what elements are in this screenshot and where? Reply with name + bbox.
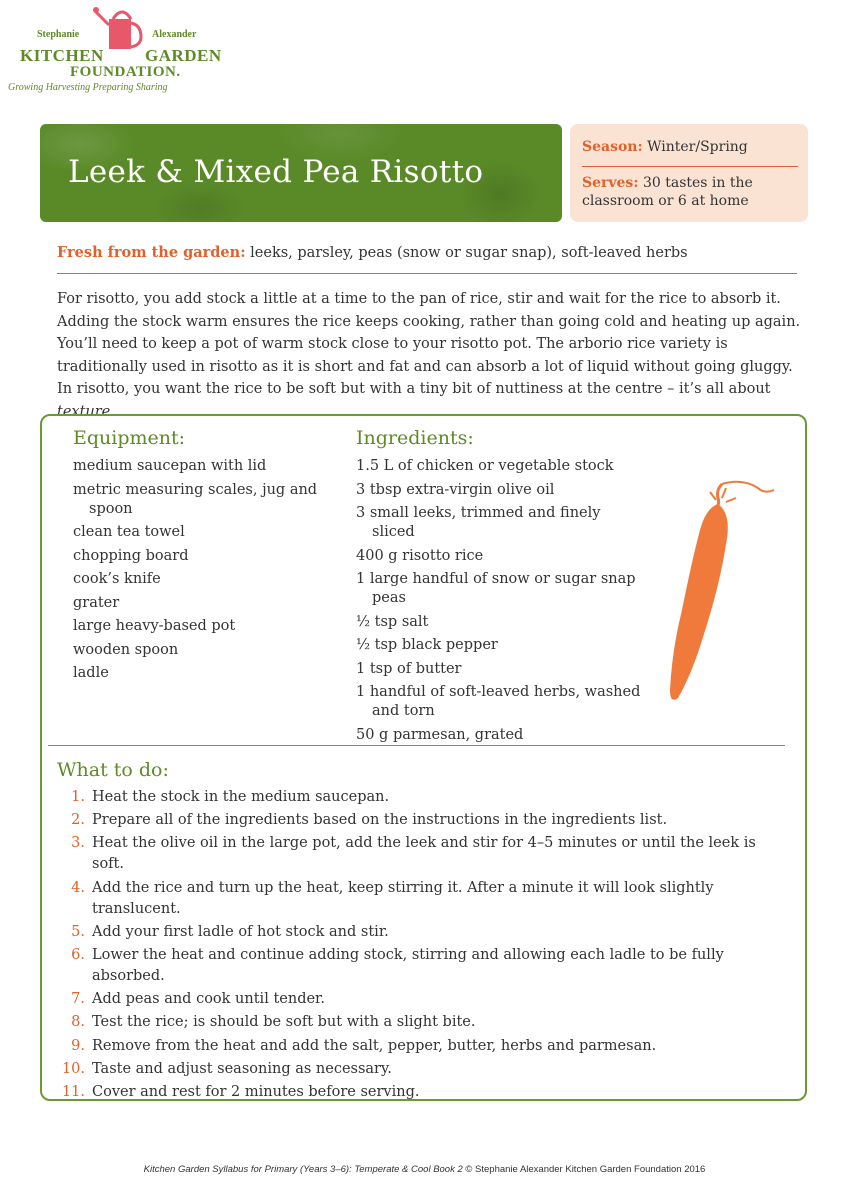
step-item [57, 1082, 757, 1103]
step-item [57, 833, 757, 875]
pea-pod-illustration [660, 476, 780, 706]
intro-text: For risotto, you add stock a little at a time to the pan of rice, stir and wait for the rice to absorb it. Adding the stock warm ensures the rice keeps cooking, rather than going cold and heating up again. You’ll need to keep a pot of warm stock close to your risotto pot. The arborio rice variety is traditionally used in risotto as it is short and fat and can absorb a lot of liquid without going gluggy. In risotto, you want the rice to be soft but with a tiny bit of nuttiness at the centre – it’s all about [57, 291, 801, 397]
list-item: 50 g parmesan, grated [356, 726, 524, 743]
footer-book-title: Kitchen Garden Syllabus for Primary (Years 3–6): Temperate & Cool Book 2 [143, 1164, 463, 1175]
season-row [582, 139, 748, 155]
list-item: 400 g risotto rice [356, 547, 484, 564]
step-number: 6. [71, 946, 85, 963]
list-item: ½ tsp salt [356, 613, 429, 630]
fresh-from-garden [57, 244, 688, 261]
serves-row [582, 174, 797, 210]
page-footer [0, 1164, 849, 1175]
recipe-title: Leek & Mixed Pea Risotto [68, 154, 484, 190]
step-text: Add the rice and turn up the heat, keep stirring it. After a minute it will look slightly translucent. [92, 879, 714, 917]
list-item: 1.5 L of chicken or vegetable stock [356, 458, 614, 474]
step-item [57, 922, 757, 943]
list-item: large heavy-based pot [73, 618, 236, 634]
step-text: Taste and adjust seasoning as necessary. [92, 1060, 392, 1077]
step-number: 3. [71, 835, 85, 852]
step-item [57, 1012, 757, 1033]
method-heading: What to do: [57, 759, 169, 781]
step-item [57, 989, 757, 1010]
serves-label: Serves: [582, 175, 639, 191]
step-item [57, 787, 757, 808]
fresh-value: leeks, parsley, peas (snow or sugar snap), soft-leaved herbs [250, 245, 688, 261]
list-item: wooden spoon [73, 641, 179, 658]
season-label: Season: [582, 139, 643, 155]
list-item: 1 large handful of snow or sugar snap peas [356, 571, 636, 606]
list-item: clean tea towel [73, 524, 185, 540]
list-item: metric measuring scales, jug and spoon [73, 481, 318, 517]
step-number: 4. [71, 879, 85, 896]
list-item: chopping board [73, 547, 189, 564]
list-item: 3 small leeks, trimmed and finely sliced [356, 505, 601, 540]
step-number: 8. [71, 1014, 85, 1031]
title-banner [40, 124, 562, 222]
list-item: ½ tsp black pepper [356, 637, 498, 653]
divider [57, 273, 797, 274]
ingredients-list [356, 457, 646, 749]
serves-value: 30 tastes in the classroom or 6 at home [582, 175, 753, 209]
step-item [57, 1036, 757, 1057]
step-number: 10. [61, 1060, 85, 1077]
logo-text-stephanie: Stephanie [37, 29, 80, 40]
step-number: 7. [71, 991, 85, 1008]
list-item: grater [73, 594, 120, 611]
step-text: Prepare all of the ingredients based on the instructions in the ingredients list. [92, 812, 668, 829]
fresh-label: Fresh from the garden: [57, 244, 246, 261]
list-item: medium saucepan with lid [73, 458, 267, 474]
season-value: Winter/Spring [647, 139, 748, 155]
logo-tagline: Growing Harvesting Preparing Sharing [8, 82, 168, 93]
step-number: 9. [71, 1037, 85, 1054]
logo-text-alexander: Alexander [152, 29, 197, 40]
info-divider [582, 166, 798, 167]
intro-end: . [110, 403, 115, 420]
method-steps [57, 787, 757, 1105]
step-text: Remove from the heat and add the salt, pepper, butter, herbs and parmesan. [92, 1037, 657, 1054]
step-text: Heat the stock in the medium saucepan. [92, 789, 390, 805]
list-item: 1 handful of soft-leaved herbs, washed and torn [356, 684, 641, 719]
info-box [570, 124, 808, 222]
step-number: 2. [71, 812, 85, 829]
equipment-list [73, 457, 333, 688]
list-item: ladle [73, 665, 109, 681]
step-text: Test the rice; is should be soft but with a slight bite. [92, 1014, 476, 1031]
foundation-logo [0, 0, 280, 125]
step-item [57, 810, 757, 831]
step-number: 11. [61, 1083, 85, 1100]
step-text: Add your first ladle of hot stock and stir. [92, 923, 389, 940]
step-item [57, 1059, 757, 1080]
step-text: Add peas and cook until tender. [92, 991, 325, 1008]
logo-text-garden: GARDEN [145, 46, 222, 65]
step-item [57, 878, 757, 920]
intro-paragraph [57, 288, 802, 423]
divider [48, 745, 785, 746]
footer-copyright: © Stephanie Alexander Kitchen Garden Foundation 2016 [462, 1164, 706, 1175]
list-item: 3 tbsp extra-virgin olive oil [356, 481, 555, 498]
step-number: 1. [71, 789, 85, 805]
step-item [57, 945, 757, 987]
intro-emphasis: texture [57, 403, 111, 420]
step-number: 5. [71, 923, 85, 940]
logo-text-foundation: FOUNDATION. [70, 64, 181, 80]
list-item: cook’s knife [73, 571, 161, 587]
ingredients-heading: Ingredients: [356, 427, 474, 449]
step-text: Cover and rest for 2 minutes before serving. [92, 1083, 420, 1100]
equipment-heading: Equipment: [73, 427, 186, 449]
step-text: Heat the olive oil in the large pot, add the leek and stir for 4–5 minutes or until the leek is soft. [92, 835, 756, 873]
step-text: Lower the heat and continue adding stock, stirring and allowing each ladle to be fully absorbed. [92, 946, 724, 984]
list-item: 1 tsp of butter [356, 660, 462, 677]
logo-text-kitchen: KITCHEN [20, 46, 104, 65]
